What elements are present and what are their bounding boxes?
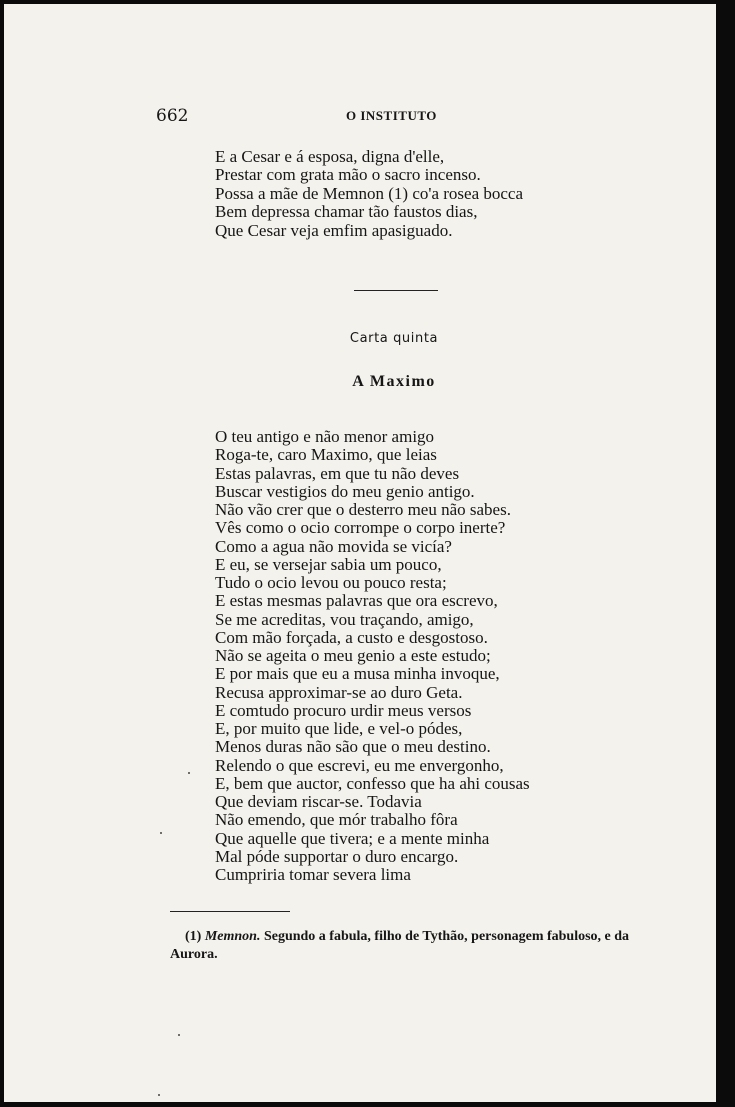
- verse-line: Vês como o ocio corrompe o corpo inerte?: [215, 518, 506, 538]
- verse-line: E comtudo procuro urdir meus versos: [215, 700, 472, 720]
- verse-line: E eu, se versejar sabia um pouco,: [215, 554, 442, 574]
- scan-speck: [188, 772, 190, 774]
- section-heading: A Maximo: [352, 373, 436, 390]
- verse-line: Menos duras não são que o meu destino.: [215, 737, 491, 757]
- verse-line: Prestar com grata mão o sacro incenso.: [215, 165, 481, 185]
- verse-stanza-1: [215, 148, 523, 240]
- verse-line: Buscar vestigios do meu genio antigo.: [215, 481, 475, 501]
- verse-line: Como a agua não movida se vicía?: [215, 536, 452, 556]
- verse-line: E estas mesmas palavras que ora escrevo,: [215, 591, 498, 611]
- verse-line: Roga-te, caro Maximo, que leias: [215, 445, 437, 465]
- verse-line: Que deviam riscar-se. Todavia: [215, 792, 422, 811]
- verse-line: Que Cesar veja emfim apasiguado.: [215, 220, 453, 240]
- verse-line: Se me acreditas, vou traçando, amigo,: [215, 609, 474, 629]
- footnote-text: Segundo a fabula, filho de Tythão, personagem fabuloso, e da Aurora.: [170, 929, 630, 962]
- verse-line: E, bem que auctor, confesso que ha ahi cousas: [215, 773, 530, 793]
- footnote-term: Memnon.: [204, 929, 261, 944]
- page-header: [156, 106, 611, 126]
- footnote: [170, 928, 650, 964]
- verse-stanza-2: [215, 428, 530, 884]
- verse-line: Que aquelle que tivera; e a mente minha: [215, 828, 490, 848]
- verse-line: E, por muito que lide, e vel-o pódes,: [215, 719, 463, 738]
- section-divider: [354, 290, 438, 291]
- footnote-marker: (1): [185, 929, 202, 944]
- verse-line: Mal póde supportar o duro encargo.: [215, 846, 459, 866]
- running-head: O INSTITUTO: [346, 108, 437, 123]
- verse-line: Com mão forçada, a custo e desgostoso.: [215, 627, 488, 647]
- verse-line: Bem depressa chamar tão faustos dias,: [215, 202, 478, 222]
- footnote-divider: [170, 911, 290, 912]
- verse-line: Não vão crer que o desterro meu não sabes.: [215, 500, 511, 519]
- scan-speck: [160, 832, 162, 834]
- verse-line: Recusa approximar-se ao duro Geta.: [215, 682, 463, 702]
- scan-speck: [158, 1094, 160, 1096]
- verse-line: Tudo o ocio levou ou pouco resta;: [215, 573, 447, 592]
- verse-line: Estas palavras, em que tu não deves: [215, 463, 460, 483]
- verse-line: E a Cesar e á esposa, digna d'elle,: [215, 147, 445, 166]
- verse-line: Não se ageita o meu genio a este estudo;: [215, 646, 491, 665]
- scan-speck: [178, 1034, 180, 1036]
- book-page: [4, 4, 716, 1102]
- section-title: Carta quinta: [349, 331, 439, 346]
- verse-line: Cumpriria tomar severa lima: [215, 865, 411, 884]
- verse-line: Relendo o que escrevi, eu me envergonho,: [215, 755, 504, 775]
- verse-line: E por mais que eu a musa minha invoque,: [215, 664, 500, 684]
- page-number: 662: [156, 106, 189, 126]
- verse-line: Possa a mãe de Memnon (1) co'a rosea bocca: [215, 183, 524, 203]
- verse-line: Não emendo, que mór trabalho fôra: [215, 810, 458, 830]
- verse-line: O teu antigo e não menor amigo: [215, 427, 435, 446]
